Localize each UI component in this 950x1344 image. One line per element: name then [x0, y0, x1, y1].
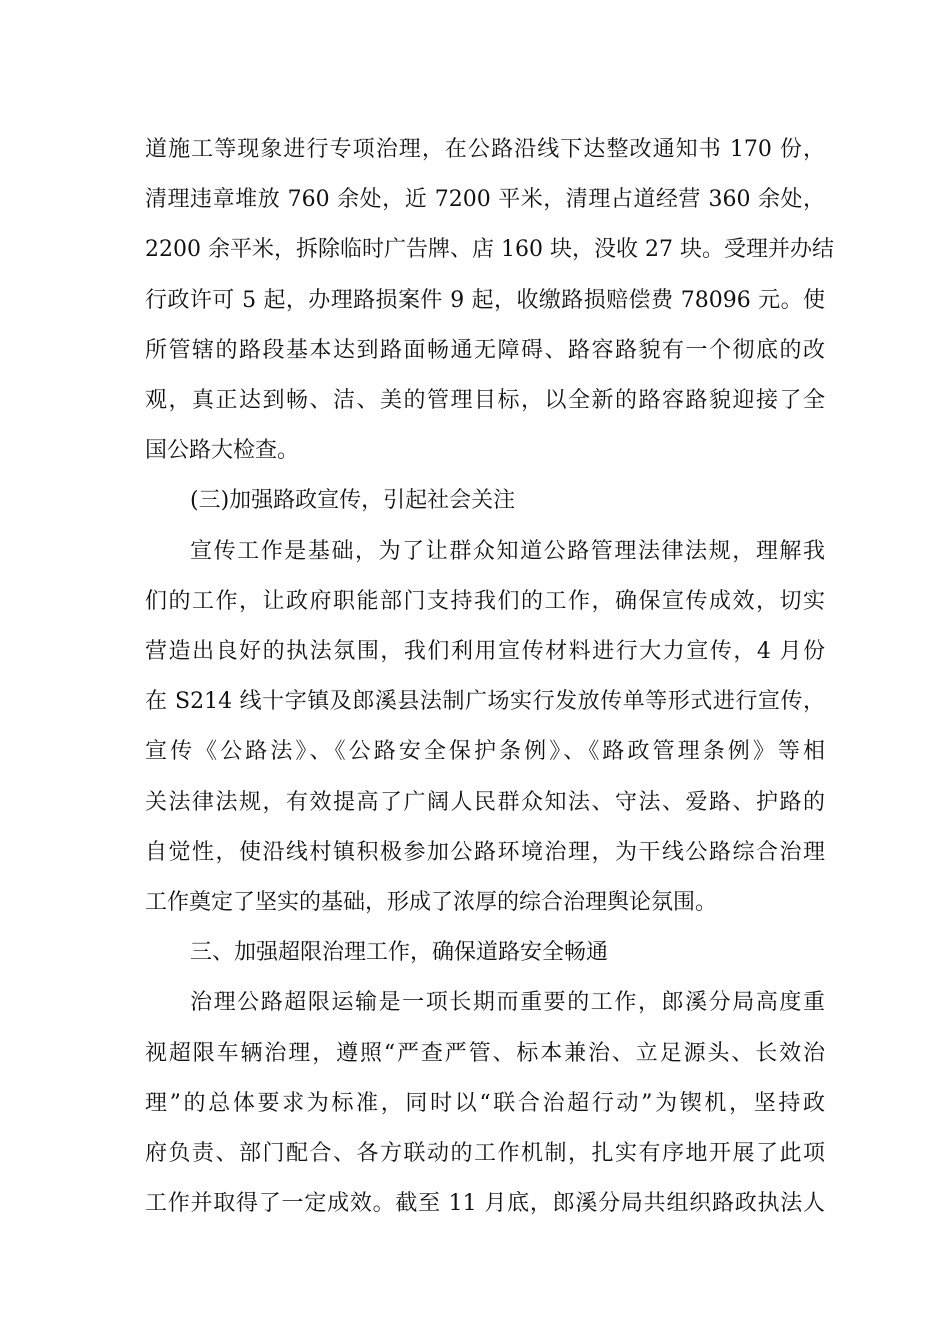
paragraph-start-line: 宣传工作是基础，为了让群众知道公路管理法律法规，理解我 [190, 539, 825, 564]
section-heading-3: (三)加强路政宣传，引起社会关注 [190, 488, 516, 513]
text-line-13: 宣传《公路法》、《公路安全保护条例》、《路政管理条例》等相 [145, 739, 825, 764]
text-line-15: 自觉性，使沿线村镇积极参加公路环境治理，为干线公路综合治理 [145, 840, 825, 865]
paragraph-start-line-2: 治理公路超限运输是一项长期而重要的工作，郎溪分局高度重 [190, 990, 825, 1015]
text-line-10: 们的工作，让政府职能部门支持我们的工作，确保宣传成效，切实 [145, 589, 825, 614]
text-line-5: 所管辖的路段基本达到路面畅通无障碍、路容路貌有一个彻底的改 [145, 338, 825, 363]
text-line-21: 府负责、部门配合、各方联动的工作机制，扎实有序地开展了此项 [145, 1141, 825, 1166]
text-line-7: 国公路大检查。 [145, 438, 300, 463]
section-heading-three: 三、加强超限治理工作，确保道路安全畅通 [190, 940, 609, 965]
text-line-3: 2200 余平米，拆除临时广告牌、店 160 块，没收 27 块。受理并办结 [145, 237, 834, 262]
text-line-1: 道施工等现象进行专项治理，在公路沿线下达整改通知书 170 份， [145, 137, 825, 162]
text-line-19: 视超限车辆治理，遵照“严查严管、标本兼治、立足源头、长效治 [145, 1041, 825, 1066]
text-line-2: 清理违章堆放 760 余处，近 7200 平米，清理占道经营 360 余处， [145, 187, 825, 212]
text-line-22: 工作并取得了一定成效。截至 11 月底，郎溪分局共组织路政执法人 [145, 1191, 825, 1216]
text-line-11: 营造出良好的执法氛围，我们利用宣传材料进行大力宣传，4 月份 [145, 639, 825, 664]
text-line-16: 工作奠定了坚实的基础，形成了浓厚的综合治理舆论氛围。 [145, 890, 718, 915]
text-line-20: 理”的总体要求为标准，同时以“联合治超行动”为锲机，坚持政 [145, 1091, 825, 1116]
text-line-4: 行政许可 5 起，办理路损案件 9 起，收缴路损赔偿费 78096 元。使 [145, 288, 825, 313]
text-line-14: 关法律法规，有效提高了广阔人民群众知法、守法、爱路、护路的 [145, 790, 825, 815]
text-line-12: 在 S214 线十字镇及郎溪县法制广场实行发放传单等形式进行宣传， [145, 689, 825, 714]
text-line-6: 观，真正达到畅、洁、美的管理目标，以全新的路容路貌迎接了全 [145, 388, 825, 413]
